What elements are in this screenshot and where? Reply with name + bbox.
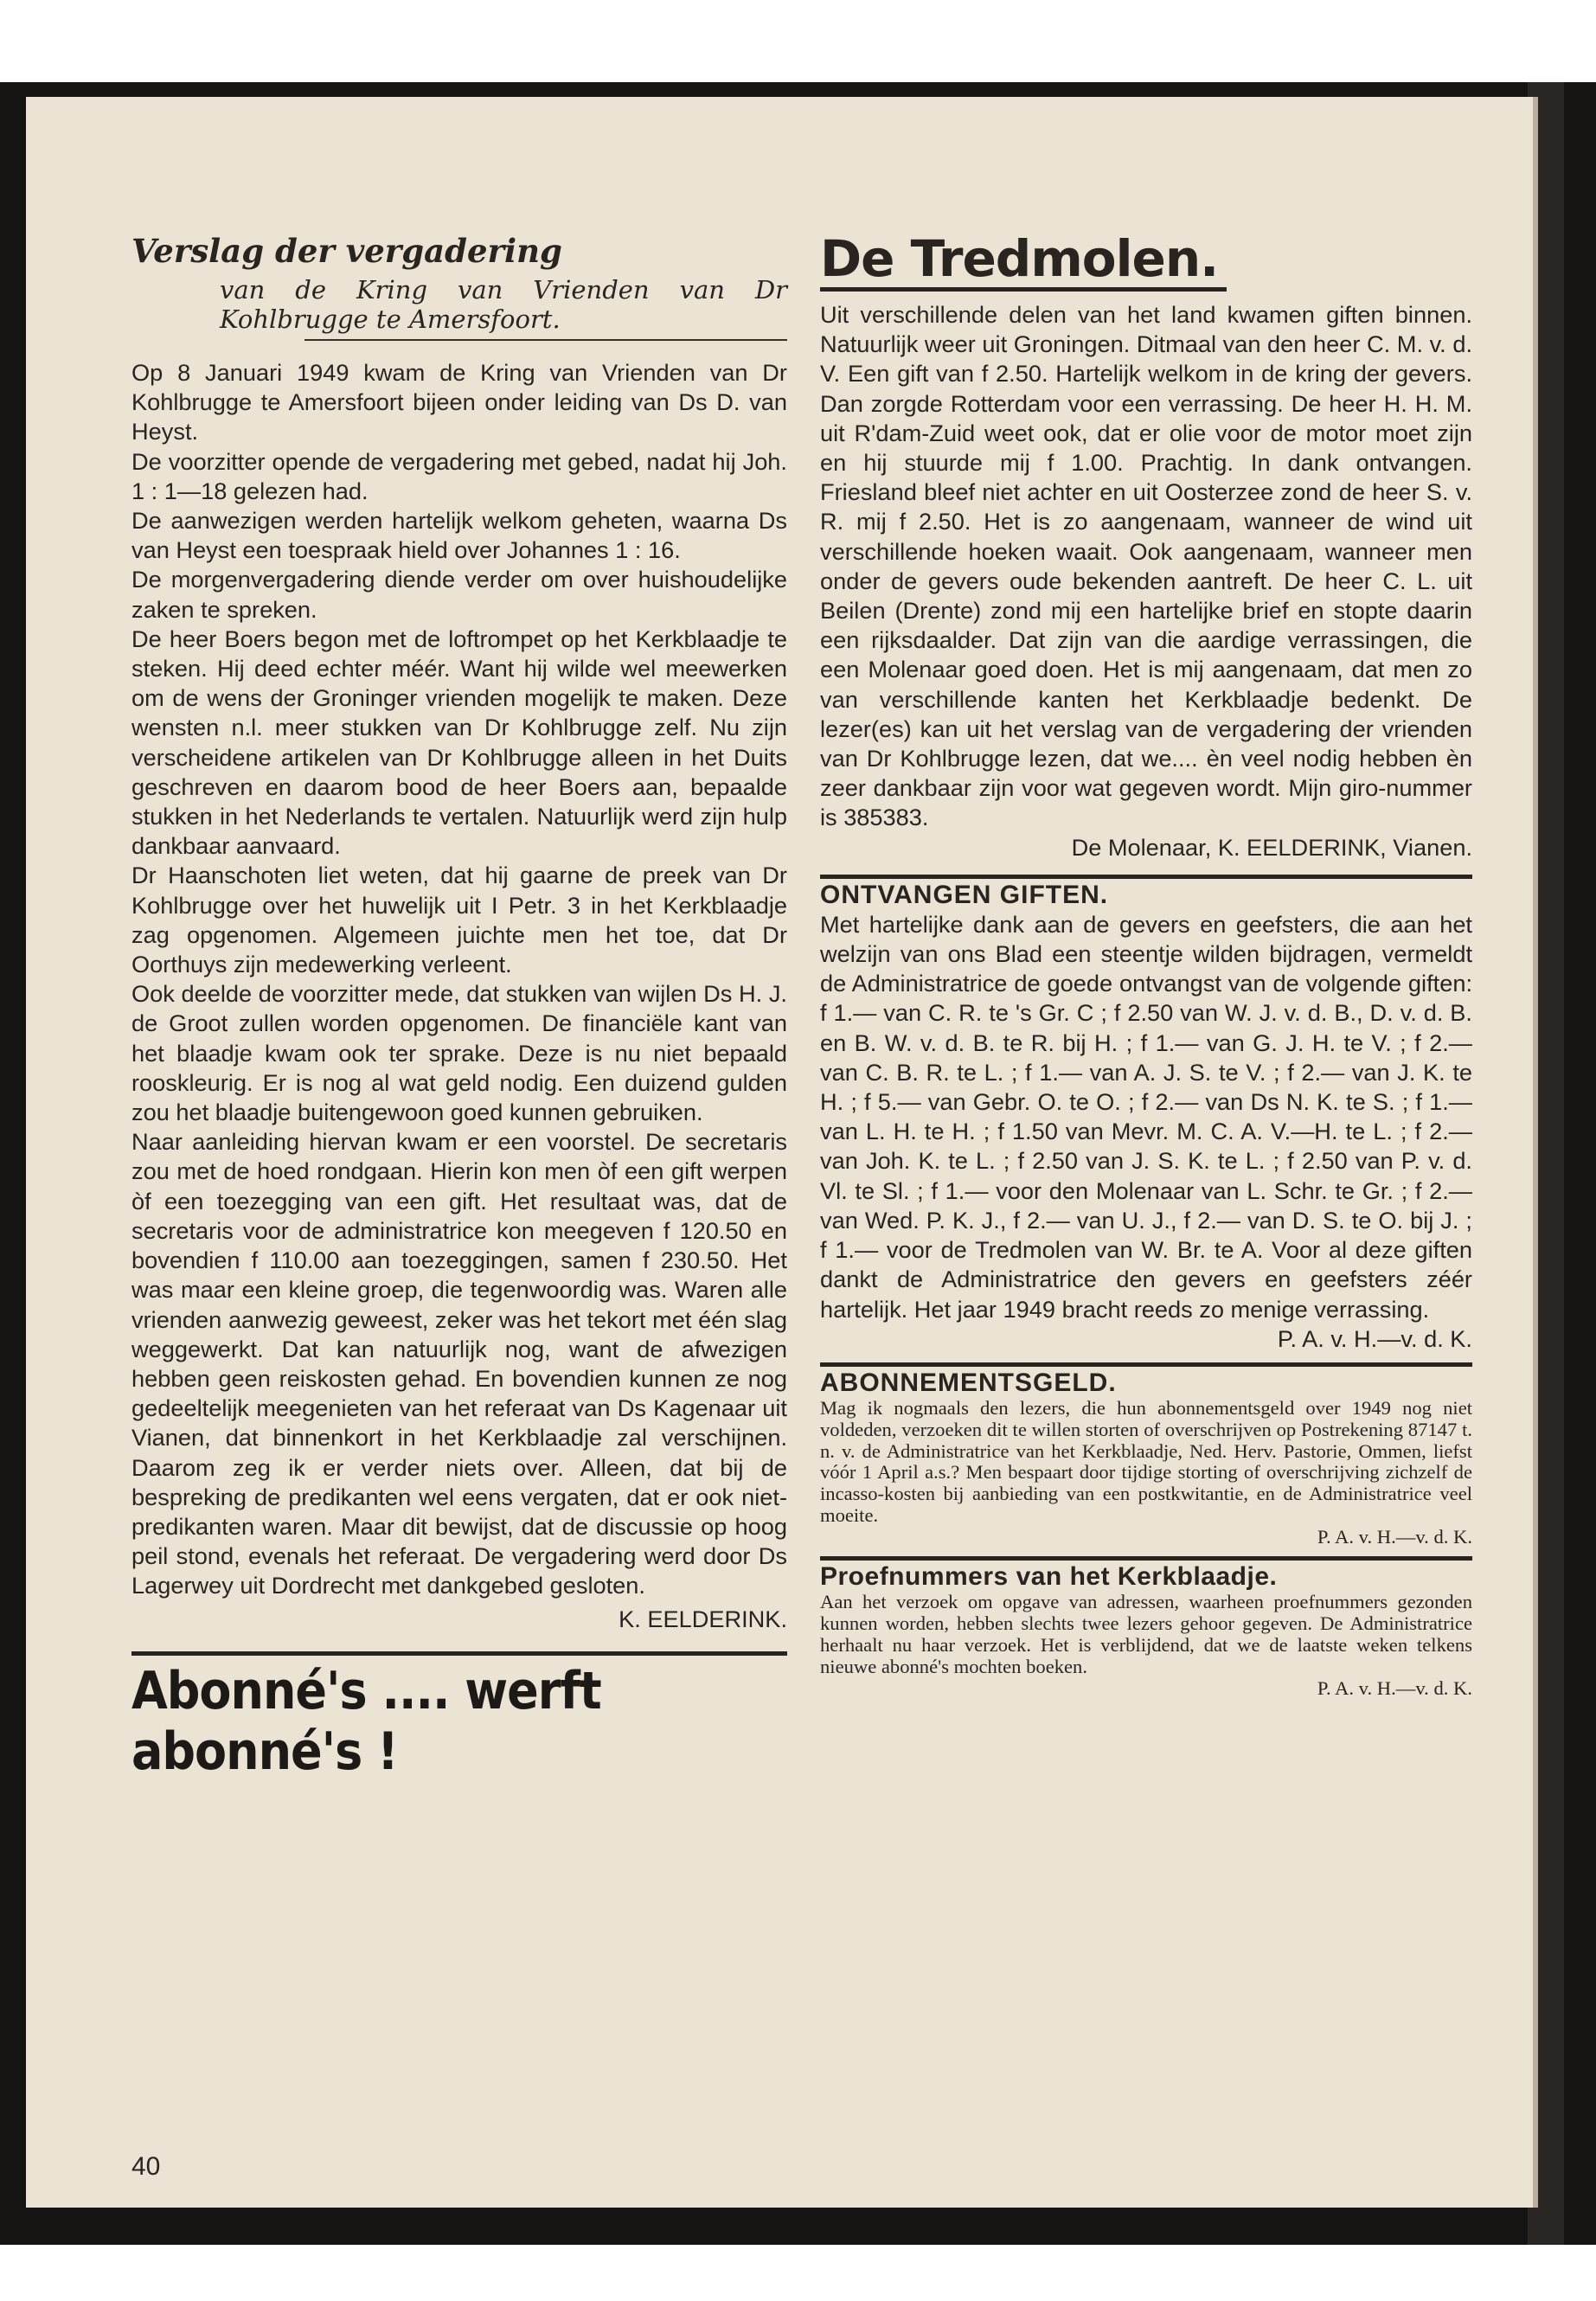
proefnummers-heading: Proefnummers van het Kerkblaadje. — [820, 1562, 1278, 1592]
proefnummers-text: Aan het verzoek om opgave van adressen, waarheen proefnummers gezonden kunnen worden, hebben slechts twee lezers gehoor gegeven. De Administratrice herhaalt nu haar verzoek. Het is verblijdend, dat we de laatste weken telkens nieuwe abonné's mochten boeken. — [820, 1591, 1472, 1677]
report-paragraph: De voorzitter opende de vergadering met gebed, nadat hij Joh. 1 : 1—18 gelezen had. — [131, 447, 787, 504]
report-paragraph: De morgenvergadering diende verder om over huishoudelijke zaken te spreken. — [131, 566, 787, 623]
giften-section — [820, 910, 1472, 1354]
report-paragraph: Op 8 Januari 1949 kwam de Kring van Vrienden van Dr Kohlbrugge te Amersfoort bijeen onder leiding van Ds D. van Heyst. — [131, 359, 787, 445]
giften-heading: ONTVANGEN GIFTEN. — [820, 880, 1109, 909]
tredmolen-title: De Tredmolen. — [820, 229, 1219, 288]
abonnement-signature: P. A. v. H.—v. d. K. — [1317, 1525, 1472, 1548]
slogan-rule — [131, 1651, 787, 1656]
proefnummers-signature: P. A. v. H.—v. d. K. — [1317, 1676, 1472, 1699]
report-subtitle: van de Kring van Vrienden van Dr Kohlbrugge te Amersfoort. — [220, 275, 787, 334]
abonnement-heading: ABONNEMENTSGELD. — [820, 1368, 1117, 1397]
giften-rule — [820, 875, 1472, 879]
proef-rule — [820, 1556, 1472, 1561]
giften-signature: P. A. v. H.—v. d. K. — [1277, 1324, 1472, 1352]
page-number: 40 — [131, 2152, 161, 2181]
slogan: Abonné's .... werft abonné's ! — [131, 1660, 601, 1782]
report-body — [131, 358, 787, 1634]
tredmolen-signature: De Molenaar, K. EELDERINK, Vianen. — [1071, 833, 1472, 861]
report-paragraph: Ook deelde de voorzitter mede, dat stukken van wijlen Ds H. J. de Groot zullen worden opgenomen. De financiële kant van het blaadje kwam ook ter sprake. Deze is nu niet bepaald rooskleurig. Er is nog al wat geld nodig. Een duizend gulden zou het blaadje buitengewoon goed kunnen gebruiken. — [131, 980, 787, 1126]
report-paragraph: De aanwezigen werden hartelijk welkom geheten, waarna Ds van Heyst een toespraak hield over Johannes 1 : 16. — [131, 507, 787, 564]
abonnement-text: Mag ik nogmaals den lezers, die hun abonnementsgeld over 1949 nog niet voldeden, verzoeken dit te willen storten of overschrijven op Postrekening 87147 t. n. v. de Administratrice van het Kerkblaadje, Ned. Herv. Pastorie, Ommen, liefst vóór 1 April a.s.? Men bespaart door tijdige storting of overschrijving zichzelf de incasso-kosten bij aanbieding van een postkwitantie, en de Administratrice veel moeite. — [820, 1396, 1472, 1526]
left-column — [131, 232, 787, 1782]
giften-text: Met hartelijke dank aan de gevers en geefsters, die aan het welzijn van ons Blad een steentje wilden bijdragen, vermeldt de Administratrice de goede ontvangst van de volgende giften: f 1.— van C. R. te 's Gr. C ; f 2.50 van W. J. v. d. B., D. v. d. B. en B. W. v. d. B. te R. bij H. ; f 1.— van G. J. H. te V. ; f 2.— van C. B. R. te L. ; f 1.— van A. J. S. te V. ; f 2.— van J. K. te H. ; f 5.— van Gebr. O. te O. ; f 2.— van Ds N. K. te S. ; f 1.— van L. H. te H. ; f 1.50 van Mevr. M. C. A. V.—H. te L. ; f 2.— van Joh. K. te L. ; f 2.50 van J. S. K. te L. ; f 2.50 van P. v. d. Vl. te Sl. ; f 1.— voor den Molenaar van L. Schr. te Gr. ; f 2.— van Wed. P. K. J., f 2.— van U. J., f 2.— van D. S. te O. bij J. ; f 1.— voor de Tredmolen van W. Br. te A. Voor al deze giften dankt de Administratrice den gevers en geefsters zéér hartelijk. Het jaar 1949 bracht reeds zo menige verrassing. — [820, 910, 1472, 1323]
tredmolen-section — [820, 300, 1472, 862]
right-column — [820, 229, 1472, 1699]
proefnummers-section — [820, 1592, 1472, 1699]
report-paragraph: Dr Haanschoten liet weten, dat hij gaarne de preek van Dr Kohlbrugge over het huwelijk uit I Petr. 3 in het Kerkblaadje zag opgenomen. Algemeen juichte men het toe, dat Dr Oorthuys zijn medewerking verleent. — [131, 862, 787, 978]
abonnement-section — [820, 1398, 1472, 1548]
report-signature: K. EELDERINK. — [619, 1605, 787, 1632]
report-paragraph: Naar aanleiding hiervan kwam er een voorstel. De secretaris zou met de hoed rondgaan. Hierin kon men òf een gift werpen òf een toezegging van een gift. Het resultaat was, dat de secretaris voor de administratrice kon meegeven f 120.50 en bovendien f 110.00 aan toezeggingen, samen f 230.50. Het was maar een kleine groep, die tegenwoordig was. Waren alle vrienden aanwezig geweest, zeker was het tekort met één slag weggewerkt. Dat kan natuurlijk nog, want de afwezigen hebben geen reiskosten gehad. En bovendien kunnen ze nog gedeeltelijk meegenieten van het referaat van Ds Kagenaar uit Vianen, dat binnenkort in het Kerkblaadje zal verschijnen. Daarom zeg ik er verder niets over. Alleen, dat bij de bespreking de predikanten wel eens vergaten, dat er ook niet-predikanten waren. Maar dit bewijst, dat de discussie op hoog peil stond, evenals het referaat. De vergadering werd door Ds Lagerwey uit Dordrecht met dankgebed gesloten. — [131, 1128, 787, 1599]
title-rule — [304, 339, 787, 341]
tredmolen-text: Uit verschillende delen van het land kwamen giften binnen. Natuurlijk weer uit Groningen. Ditmaal van den heer C. M. v. d. V. Een gift van f 2.50. Hartelijk welkom in de kring der gevers. Dan zorgde Rotterdam voor een verrassing. De heer H. H. M. uit R'dam-Zuid weet ook, dat er olie voor de motor moet zijn en hij stuurde mij f 1.00. Prachtig. In dank ontvangen. Friesland bleef niet achter en uit Oosterzee zond de heer S. v. R. mij f 2.50. Het is zo aangenaam, wanneer de wind uit verschillende hoeken waait. Ook aangenaam, wanneer men onder de gevers oude bekenden aantreft. De heer C. L. uit Beilen (Drente) zond mij een hartelijke brief en stopte daarin een rijksdaalder. Dat zijn van die aardige verrassingen, die een Molenaar goed doen. Het is mij aangenaam, dat men zo van verschillende kanten het Kerkblaadje bedenkt. De lezer(es) kan uit het verslag van de vergadering der vrienden van Dr Kohlbrugge lezen, dat we.... èn veel nodig hebben èn zeer dankbaar zijn voor wat gegeven wordt. Mijn giro-nummer is 385383. — [820, 301, 1472, 831]
report-title: Verslag der vergadering — [131, 232, 562, 270]
abon-rule — [820, 1362, 1472, 1367]
report-paragraph: De heer Boers begon met de loftrompet op het Kerkblaadje te steken. Hij deed echter méér. Want hij wilde wel meewerken om de wens der Groninger vrienden mogelijk te maken. Deze wensten n.l. meer stukken van Dr Kohlbrugge zelf. Nu zijn verscheidene artikelen van Dr Kohlbrugge alleen in het Duits geschreven en daarom bood de heer Boers aan, bepaalde stukken in het Nederlands te vertalen. Natuurlijk werd zijn hulp dankbaar aanvaard. — [131, 625, 787, 860]
